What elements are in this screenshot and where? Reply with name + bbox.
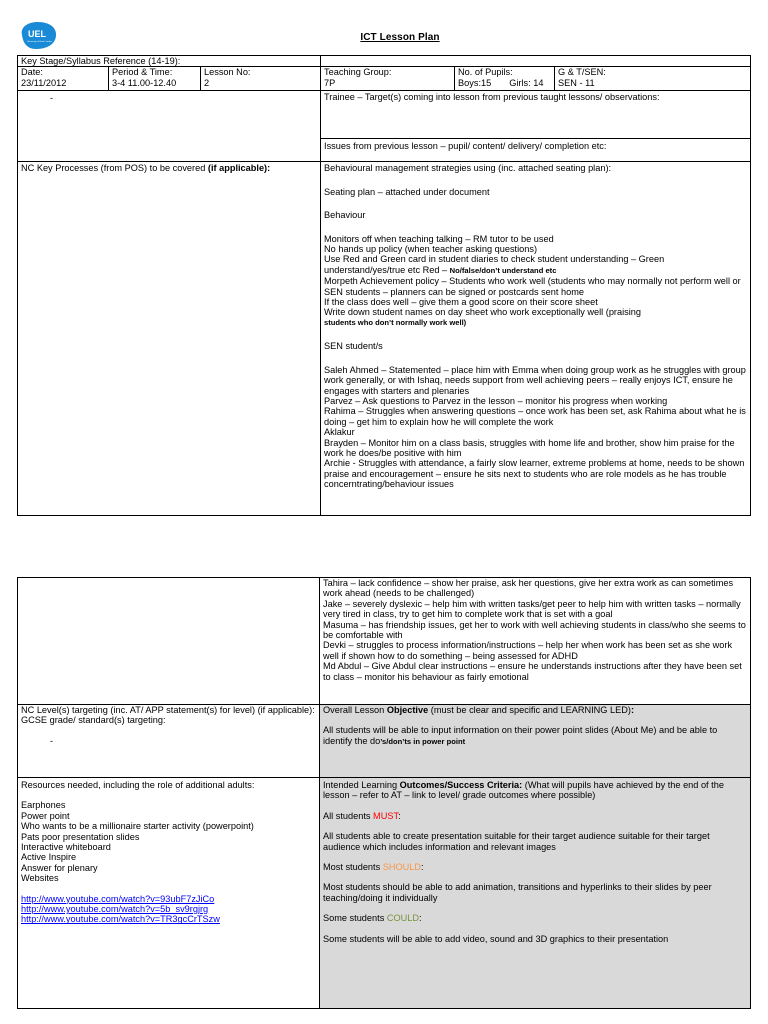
date-cell: Date: 23/11/2012 (18, 67, 109, 91)
behaviour-management-cell: Behavioural management strategies using (inc. attached seating plan): Seating plan – attached under document Behaviour Monitors off when teaching talking – RM tutor to be used No hands up policy (when teacher asking questions) Use Red and Green card in student diaries to check student understanding – Green understand/yes/true etc Red – No/false/don’t understand etc Morpeth Achievement policy – Students who work well (students who may normally not perform well or SEN students – planners can be signed or postcards sent home If the class does well – give them a good score on their score sheet Write down student names on day sheet who work exceptionally well (praising students who don’t normally work well) SEN student/s Saleh Ahmed – Statemented – place him with Emma when doing group work as he struggles with group work generally, or with Ishaq, needs support from well achieving peers – really enjoys ICT, ensure he engages with starters and plenaries Parvez – Ask questions to Parvez in the lesson – monitor his progress when working Rahima – Struggles when answering questions – once work has been set, ask Rahima about what he is doing – get him to explain how he will complete the work Aklakur Brayden – Monitor him on a class basis, struggles with home life and brother, show him praise for the work he does/be positive with him Archie - Struggles with attendance, a fairly slow learner, extreme problems at home, needs to be shown praise and encouragement – ensure he sits next to students who are role models as he has trouble concerntrating/behaviour issues (321, 162, 751, 516)
svg-text:UEL: UEL (28, 29, 46, 39)
pupil-count-cell: No. of Pupils: Boys:15 Girls: 14 (455, 67, 555, 91)
youtube-link-3[interactable]: http://www.youtube.com/watch?v=TR3gcCrTSzw (21, 914, 220, 925)
youtube-link-1[interactable]: http://www.youtube.com/watch?v=93ubF7zJiCo (21, 893, 215, 904)
lesson-plan-table-1 (17, 55, 751, 516)
lesson-number-cell: Lesson No: 2 (201, 67, 321, 91)
page2-left-blank (18, 578, 320, 705)
lesson-objective-cell: Overall Lesson Objective (must be clear and specific and LEARNING LED): All students will be able to input information on their power point slides (About Me) and be able to identify the do’s/don’ts in power point (320, 705, 751, 778)
gt-sen-cell: G & T/SEN: SEN - 11 (555, 67, 751, 91)
trainee-targets-cell: Trainee – Target(s) coming into lesson from previous taught lessons/ observations: (321, 91, 751, 139)
previous-issues-cell: Issues from previous lesson – pupil/ content/ delivery/ completion etc: (321, 139, 751, 162)
targets-left-cell: - (18, 91, 321, 162)
key-stage-cell: Key Stage/Syllabus Reference (14-19): (18, 56, 321, 67)
sen-continued-cell: Tahira – lack confidence – show her praise, ask her questions, give her extra work as can sometimes work ahead (needs to be challenged) Jake – severely dyslexic – help him with written tasks/get peer to help him with written tasks – normally very tired in class, try to get him to complete work that is set with a goal Masuma – has friendship issues, get her to work with well achieving students in class/who she seems to be comfortable with Devki – struggles to process information/instructions – help her when work has been set as she work well if shown how to do something – being assessed for ADHD Md Abdul – Give Abdul clear instructions – ensure he understands instructions after they have been set to class – monitor his behaviour as fairly emotional (320, 578, 751, 705)
nc-key-processes-cell: NC Key Processes (from POS) to be covered (if applicable): (18, 162, 321, 516)
period-cell: Period & Time: 3-4 11.00-12.40 (109, 67, 201, 91)
document-title: ICT Lesson Plan (360, 32, 440, 43)
nc-level-cell: NC Level(s) targeting (inc. AT/ APP statement(s) for level) (if applicable): GCSE grade/ standard(s) targeting: - (18, 705, 320, 778)
lesson-plan-table-2 (17, 577, 751, 1009)
learning-outcomes-cell: Intended Learning Outcomes/Success Criteria: (What will pupils have achieved by the end of the lesson – refer to AT – link to level/ grade outcomes where possible) All students MUST: All students able to create presentation suitable for their target audience suitable for their target audience which includes information and relevant images Most students SHOULD: Most students should be able to add animation, transitions and hyperlinks to their slides by peer teaching/doing it individually Some students COULD: Some students will be able to add video, sound and 3D graphics to their presentation (320, 778, 751, 1009)
resources-cell: Resources needed, including the role of additional adults: Earphones Power point Who wants to be a millionaire starter activity (powerpoint) Pats poor presentation slides Interactive whiteboard Active Inspire Answer for plenary Websites http://www.youtube.com/watch?v=93ubF7zJiCo http://www.youtube.com/watch?v=5b_sv9rgjrg http://www.youtube.com/watch?v=TR3gcCrTSzw (18, 778, 320, 1009)
svg-text:University of East London: University of East London (27, 41, 52, 43)
teaching-group-cell: Teaching Group: 7P (321, 67, 455, 91)
youtube-link-2[interactable]: http://www.youtube.com/watch?v=5b_sv9rgjrg (21, 904, 209, 915)
